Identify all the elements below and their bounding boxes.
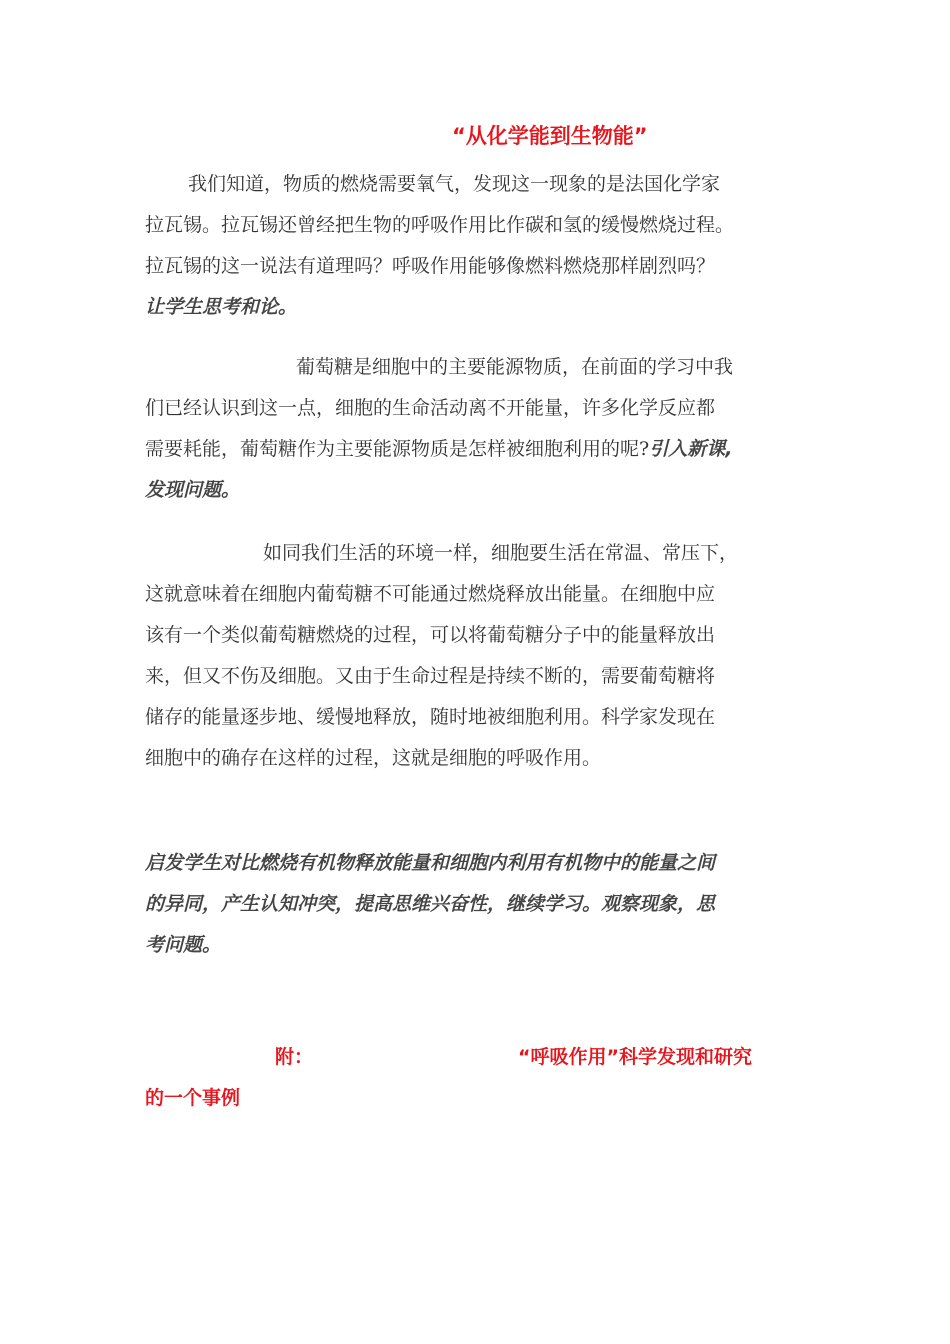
paragraph-line: 储存的能量逐步地、缓慢地释放，随时地被细胞利用。科学家发现在	[145, 706, 716, 728]
paragraph-line: 们已经认识到这一点，细胞的生命活动离不开能量，许多化学反应都	[145, 397, 716, 419]
appendix-label: 附：	[275, 1046, 314, 1068]
paragraph-line	[145, 429, 810, 470]
paragraph-glucose	[145, 347, 810, 511]
paragraph-line: 考问题。	[145, 934, 222, 956]
paragraph-line: 我们知道，物质的燃烧需要氧气，发现这一现象的是法国化学家	[188, 173, 721, 195]
paragraph-line: 拉瓦锡的这一说法有道理吗？呼吸作用能够像燃料燃烧那样剧烈吗？	[145, 255, 716, 277]
appendix-title: “呼吸作用”科学发现和研究	[518, 1046, 752, 1068]
paragraph-line: 启发学生对比燃烧有机物释放能量和细胞内利用有机物中的能量之间	[145, 852, 716, 874]
paragraph-line: 如同我们生活的环境一样，细胞要生活在常温、常压下，	[263, 542, 739, 564]
teaching-note: 引入新课,	[649, 438, 733, 460]
paragraph-respiration	[145, 533, 810, 779]
teaching-note-paragraph	[145, 843, 810, 966]
teaching-note: 发现问题。	[145, 479, 241, 501]
paragraph-line: 的异同，产生认知冲突，提高思维兴奋性，继续学习。观察现象，思	[145, 893, 716, 915]
paragraph-line: 细胞中的确存在这样的过程，这就是细胞的呼吸作用。	[145, 747, 602, 769]
paragraph-text: 需要耗能，葡萄糖作为主要能源物质是怎样被细胞利用的呢?	[145, 438, 650, 460]
paragraph-line: 拉瓦锡。拉瓦锡还曾经把生物的呼吸作用比作碳和氢的缓慢燃烧过程。	[145, 214, 735, 236]
paragraph-line: 这就意味着在细胞内葡萄糖不可能通过燃烧释放出能量。在细胞中应	[145, 583, 716, 605]
teaching-note: 让学生思考和论。	[145, 296, 298, 318]
paragraph-line: 葡萄糖是细胞中的主要能源物质，在前面的学习中我	[296, 356, 734, 378]
document-title: “从化学能到生物能”	[452, 124, 648, 148]
paragraph-intro	[145, 164, 810, 328]
paragraph-line: 该有一个类似葡萄糖燃烧的过程，可以将葡萄糖分子中的能量释放出	[145, 624, 716, 646]
paragraph-line: 来，但又不伤及细胞。又由于生命过程是持续不断的，需要葡萄糖将	[145, 665, 716, 687]
appendix-title-continuation: 的一个事例	[145, 1087, 241, 1109]
